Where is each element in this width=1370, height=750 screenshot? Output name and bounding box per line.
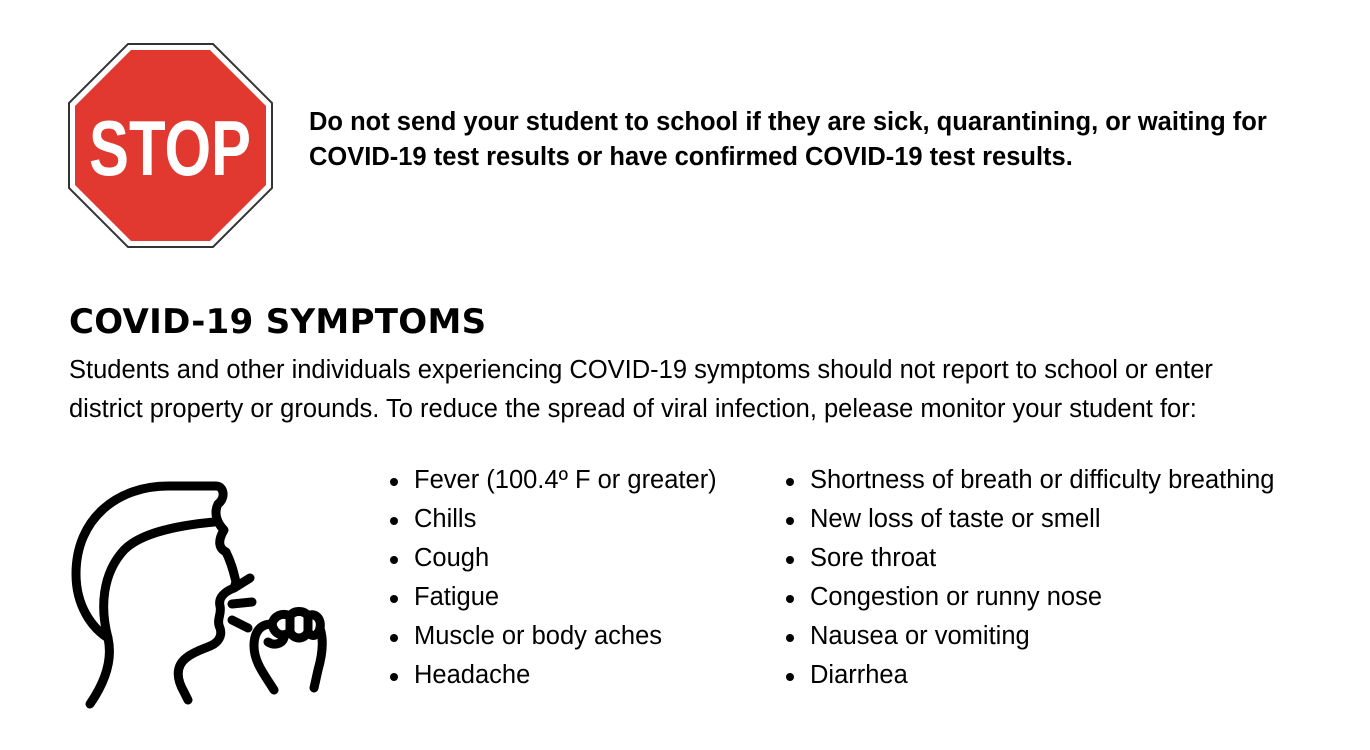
- list-item: Chills: [389, 500, 717, 539]
- symptom-list-left: [389, 461, 717, 695]
- list-item: Diarrhea: [785, 656, 1274, 695]
- stop-sign-icon: [68, 43, 273, 248]
- list-item: New loss of taste or smell: [785, 500, 1274, 539]
- list-item: Fever (100.4º F or greater): [389, 461, 717, 500]
- list-item: Cough: [389, 539, 717, 578]
- list-item: Congestion or runny nose: [785, 578, 1274, 617]
- list-item: Shortness of breath or difficulty breathing: [785, 461, 1274, 500]
- warning-text: Do not send your student to school if they are sick, quarantining, or waiting for COVID-19 test results or have confirmed COVID-19 test results.: [309, 108, 1267, 171]
- list-item: Fatigue: [389, 578, 717, 617]
- page-title: COVID-19 SYMPTOMS: [69, 302, 487, 342]
- stop-sign-text: STOP: [89, 104, 251, 192]
- symptom-list-right: [785, 461, 1274, 695]
- list-item: Sore throat: [785, 539, 1274, 578]
- intro-paragraph: Students and other individuals experiencing COVID-19 symptoms should not report to school or enter district property or grounds. To reduce the spread of viral infection, pelease monitor your student for:: [69, 356, 1213, 423]
- list-item: Nausea or vomiting: [785, 617, 1274, 656]
- person-coughing-icon: [68, 478, 328, 710]
- list-item: Muscle or body aches: [389, 617, 717, 656]
- list-item: Headache: [389, 656, 717, 695]
